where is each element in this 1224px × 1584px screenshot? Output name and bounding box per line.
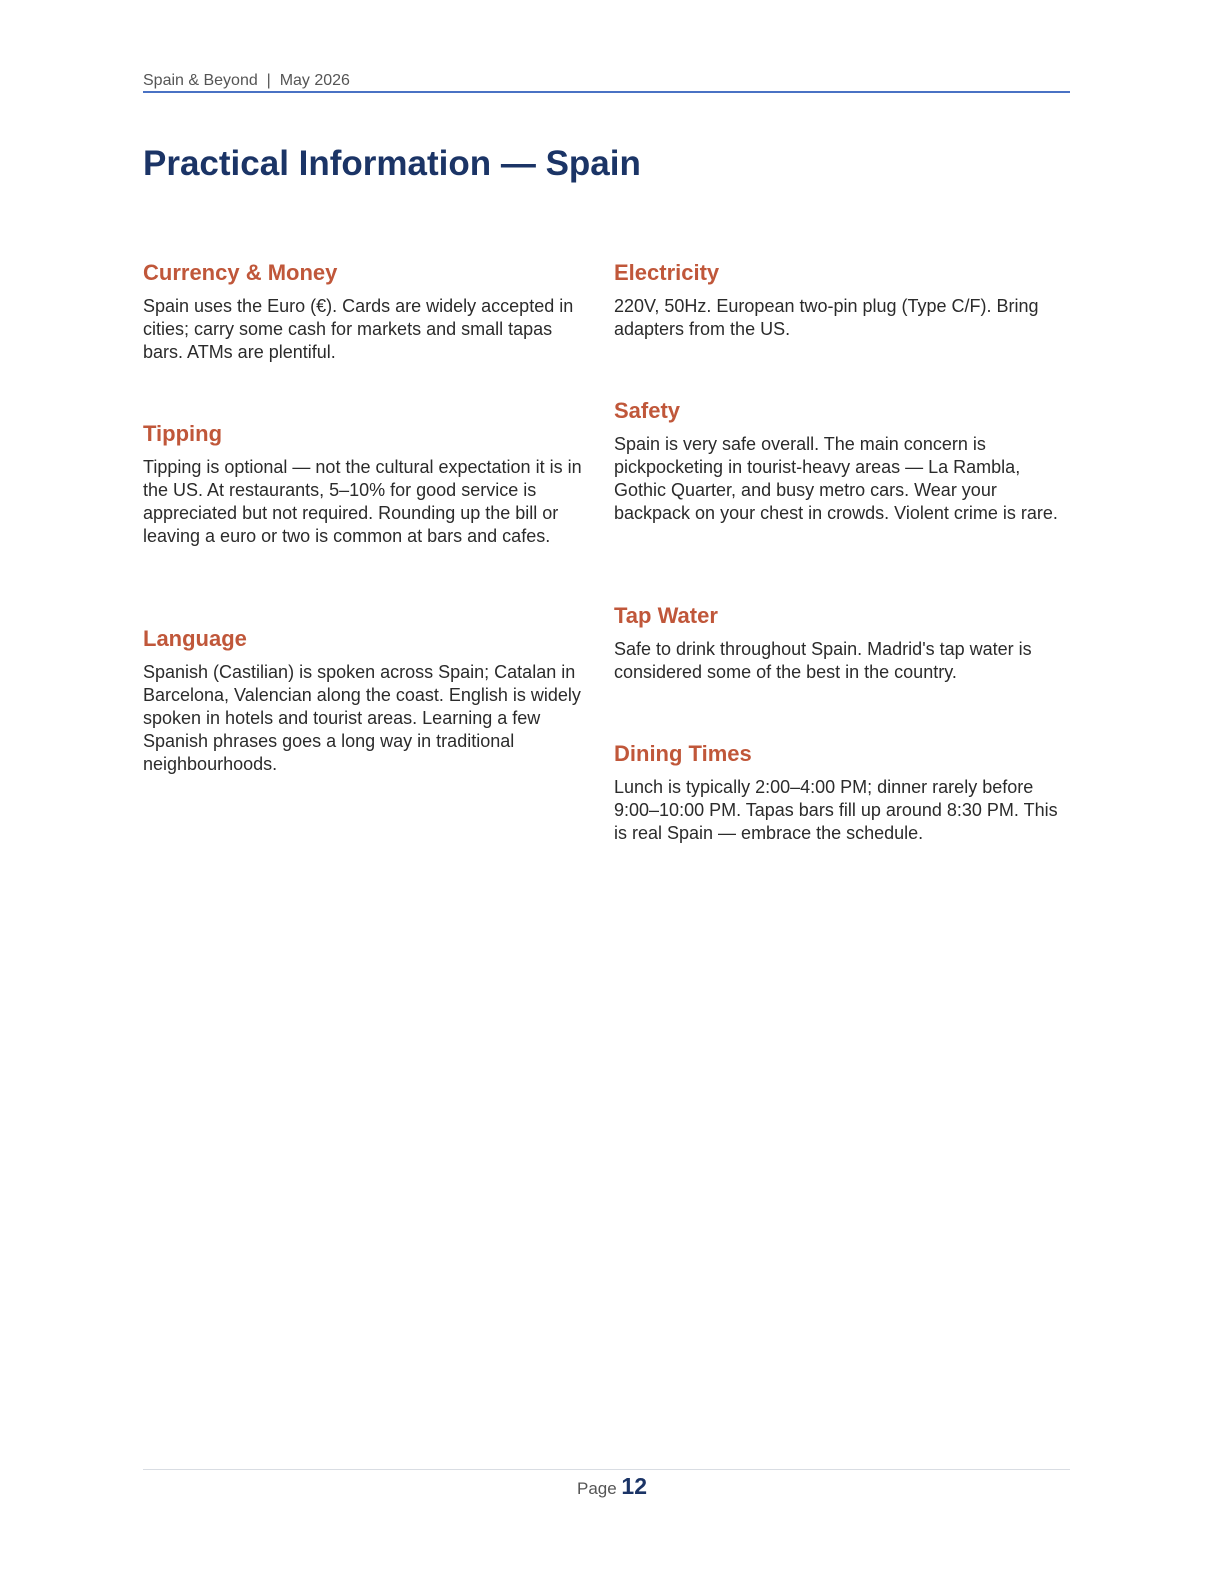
publication-name: Spain & Beyond [143,72,258,89]
section-body: Tipping is optional — not the cultural expectation it is in the US. At restaurants, 5–10% for good service is appreciated but not required. Rounding up the bill or leaving a euro or two is common at bars and cafes. [143,457,582,546]
section-safety [614,397,1070,602]
section-body: 220V, 50Hz. European two-pin plug (Type C/F). Bring adapters from the US. [614,296,1039,339]
section-body: Spain uses the Euro (€). Cards are widely accepted in cities; carry some cash for markets and small tapas bars. ATMs are plentiful. [143,296,574,362]
section-body: Spain is very safe overall. The main concern is pickpocketing in tourist-heavy areas — La Rambla, Gothic Quarter, and busy metro cars. Wear your backpack on your chest in crowds. Violent crime is rare. [614,434,1058,523]
section-body: Safe to drink throughout Spain. Madrid's tap water is considered some of the best in the country. [614,639,1032,682]
section-heading: Tipping [143,421,223,446]
right-column [614,259,1070,845]
section-electricity [614,259,1070,397]
page-number: 12 [621,1473,648,1499]
section-heading: Tap Water [614,603,718,628]
section-body: Lunch is typically 2:00–4:00 PM; dinner rarely before 9:00–10:00 PM. Tapas bars fill up around 8:30 PM. This is real Spain — embrace the schedule. [614,777,1058,843]
section-body: Spanish (Castilian) is spoken across Spain; Catalan in Barcelona, Valencian along the coast. English is widely spoken in hotels and tourist areas. Learning a few Spanish phrases goes a long way in traditional neighbourhoods. [143,662,581,774]
section-language [143,625,583,776]
section-dining-times [614,740,1070,845]
page-title: Practical Information — Spain [143,144,641,183]
section-currency-money [143,259,583,420]
footer-divider [143,1469,1070,1470]
page-label: Page [576,1479,622,1498]
page-footer [0,1472,1224,1503]
running-header [143,72,1070,93]
section-tipping [143,420,583,625]
section-heading: Dining Times [614,741,752,766]
section-heading: Electricity [614,260,720,285]
left-column [143,259,583,776]
issue-date: May 2026 [279,72,350,89]
section-heading: Language [143,626,247,651]
section-heading: Currency & Money [143,260,338,285]
section-tap-water [614,602,1070,740]
header-separator: | [257,72,280,89]
section-heading: Safety [614,398,681,423]
